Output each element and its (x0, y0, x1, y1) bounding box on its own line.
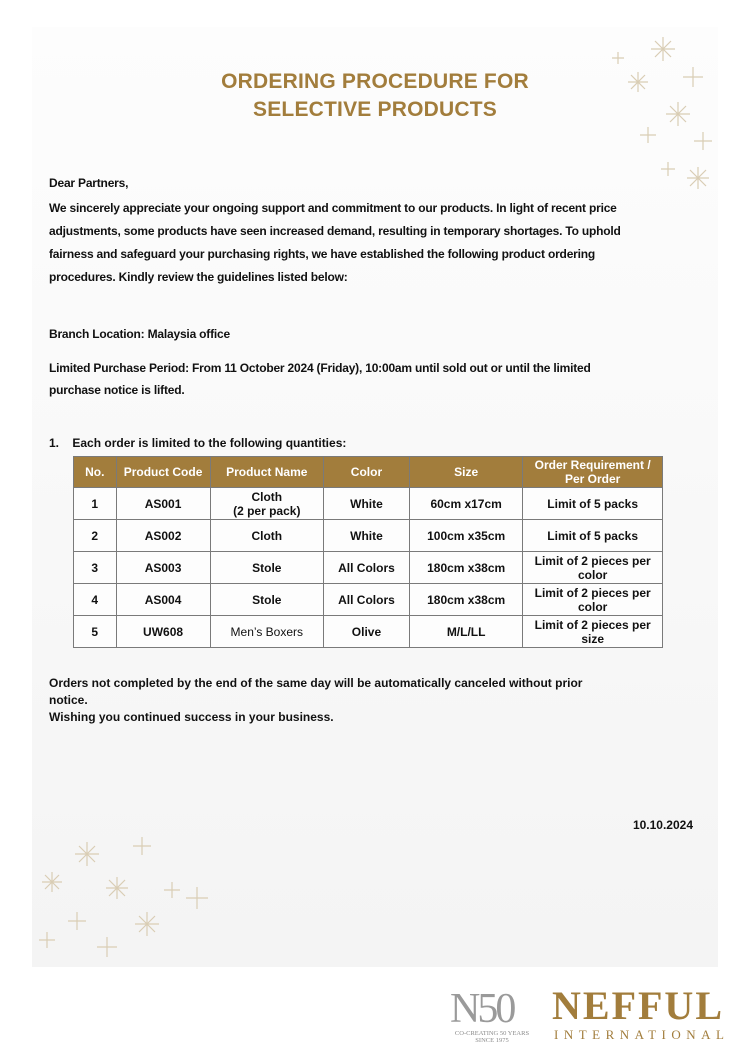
cell-requirement: Limit of 2 pieces per color (523, 584, 663, 616)
cell-color: White (323, 520, 409, 552)
cell-code: AS003 (116, 552, 210, 584)
cell-code: AS001 (116, 488, 210, 520)
cell-no: 3 (74, 552, 117, 584)
list-item-heading (49, 436, 346, 450)
sparkle-pattern-bottom-left (32, 827, 222, 967)
cell-name: Stole (210, 584, 323, 616)
table-row (74, 584, 663, 616)
cell-size: 100cm x35cm (409, 520, 522, 552)
cell-name: Cloth (2 per pack) (210, 488, 323, 520)
nefful-logo (552, 983, 730, 1046)
title-line-1: ORDERING PROCEDURE FOR (221, 70, 529, 93)
header-size: Size (409, 457, 522, 488)
cell-code: AS004 (116, 584, 210, 616)
purchase-period: Limited Purchase Period: From 11 October 2024 (Friday), 10:00am until sold out or until the limited purchase notice is lifted. (49, 361, 591, 397)
header-product-name: Product Name (210, 457, 323, 488)
cell-size: M/L/LL (409, 616, 522, 648)
cell-size: 60cm x17cm (409, 488, 522, 520)
table-header-row (74, 457, 663, 488)
title-line-2: SELECTIVE PRODUCTS (253, 98, 497, 121)
header-order-requirement: Order Requirement / Per Order (523, 457, 663, 488)
n50-tagline-1: CO-CREATING 50 YEARS (454, 1030, 530, 1037)
n50-tagline-2: SINCE 1975 (475, 1037, 509, 1044)
cell-name: Cloth (210, 520, 323, 552)
closing-notes (49, 675, 609, 726)
wishes-line: Wishing you continued success in your business. (49, 710, 334, 724)
cell-requirement: Limit of 2 pieces per color (523, 552, 663, 584)
cell-color: White (323, 488, 409, 520)
n50-anniversary-logo (446, 986, 538, 1046)
table-row (74, 552, 663, 584)
branch-location: Branch Location: Malaysia office (49, 327, 230, 341)
order-limit-table (73, 456, 663, 648)
header-no: No. (74, 457, 117, 488)
brand-name: NEFFUL (552, 983, 724, 1028)
cell-size: 180cm x38cm (409, 584, 522, 616)
table-row (74, 488, 663, 520)
cell-no: 4 (74, 584, 117, 616)
cell-color: Olive (323, 616, 409, 648)
cancellation-notice: Orders not completed by the end of the same day will be automatically canceled without prior notice. (49, 676, 583, 707)
cell-requirement: Limit of 5 packs (523, 520, 663, 552)
cell-size: 180cm x38cm (409, 552, 522, 584)
cell-requirement: Limit of 2 pieces per size (523, 616, 663, 648)
cell-color: All Colors (323, 552, 409, 584)
document-title (0, 68, 750, 124)
cell-name: Men’s Boxers (210, 616, 323, 648)
header-product-code: Product Code (116, 457, 210, 488)
footer-logos (0, 978, 750, 1050)
cell-color: All Colors (323, 584, 409, 616)
table-row (74, 520, 663, 552)
n50-tagline (446, 1030, 538, 1044)
cell-requirement: Limit of 5 packs (523, 488, 663, 520)
header-color: Color (323, 457, 409, 488)
n50-mark: N50 (450, 986, 514, 1032)
cell-code: UW608 (116, 616, 210, 648)
intro-paragraph: We sincerely appreciate your ongoing support and commitment to our products. In light of recent price adjustments, some products have seen increased demand, resulting in temporary shortages. To uphold fairness and safeguard your purchasing rights, we have established the following product ordering procedures. Kindly review the guidelines listed below: (49, 201, 621, 284)
cell-no: 5 (74, 616, 117, 648)
cell-name: Stole (210, 552, 323, 584)
list-number: 1. (49, 436, 60, 450)
table-row (74, 616, 663, 648)
cell-no: 1 (74, 488, 117, 520)
cell-code: AS002 (116, 520, 210, 552)
document-date: 10.10.2024 (632, 818, 693, 832)
cell-no: 2 (74, 520, 117, 552)
list-heading-text: Each order is limited to the following quantities: (72, 436, 347, 450)
greeting: Dear Partners, (49, 176, 129, 190)
brand-subtitle: INTERNATIONAL (554, 1027, 730, 1042)
